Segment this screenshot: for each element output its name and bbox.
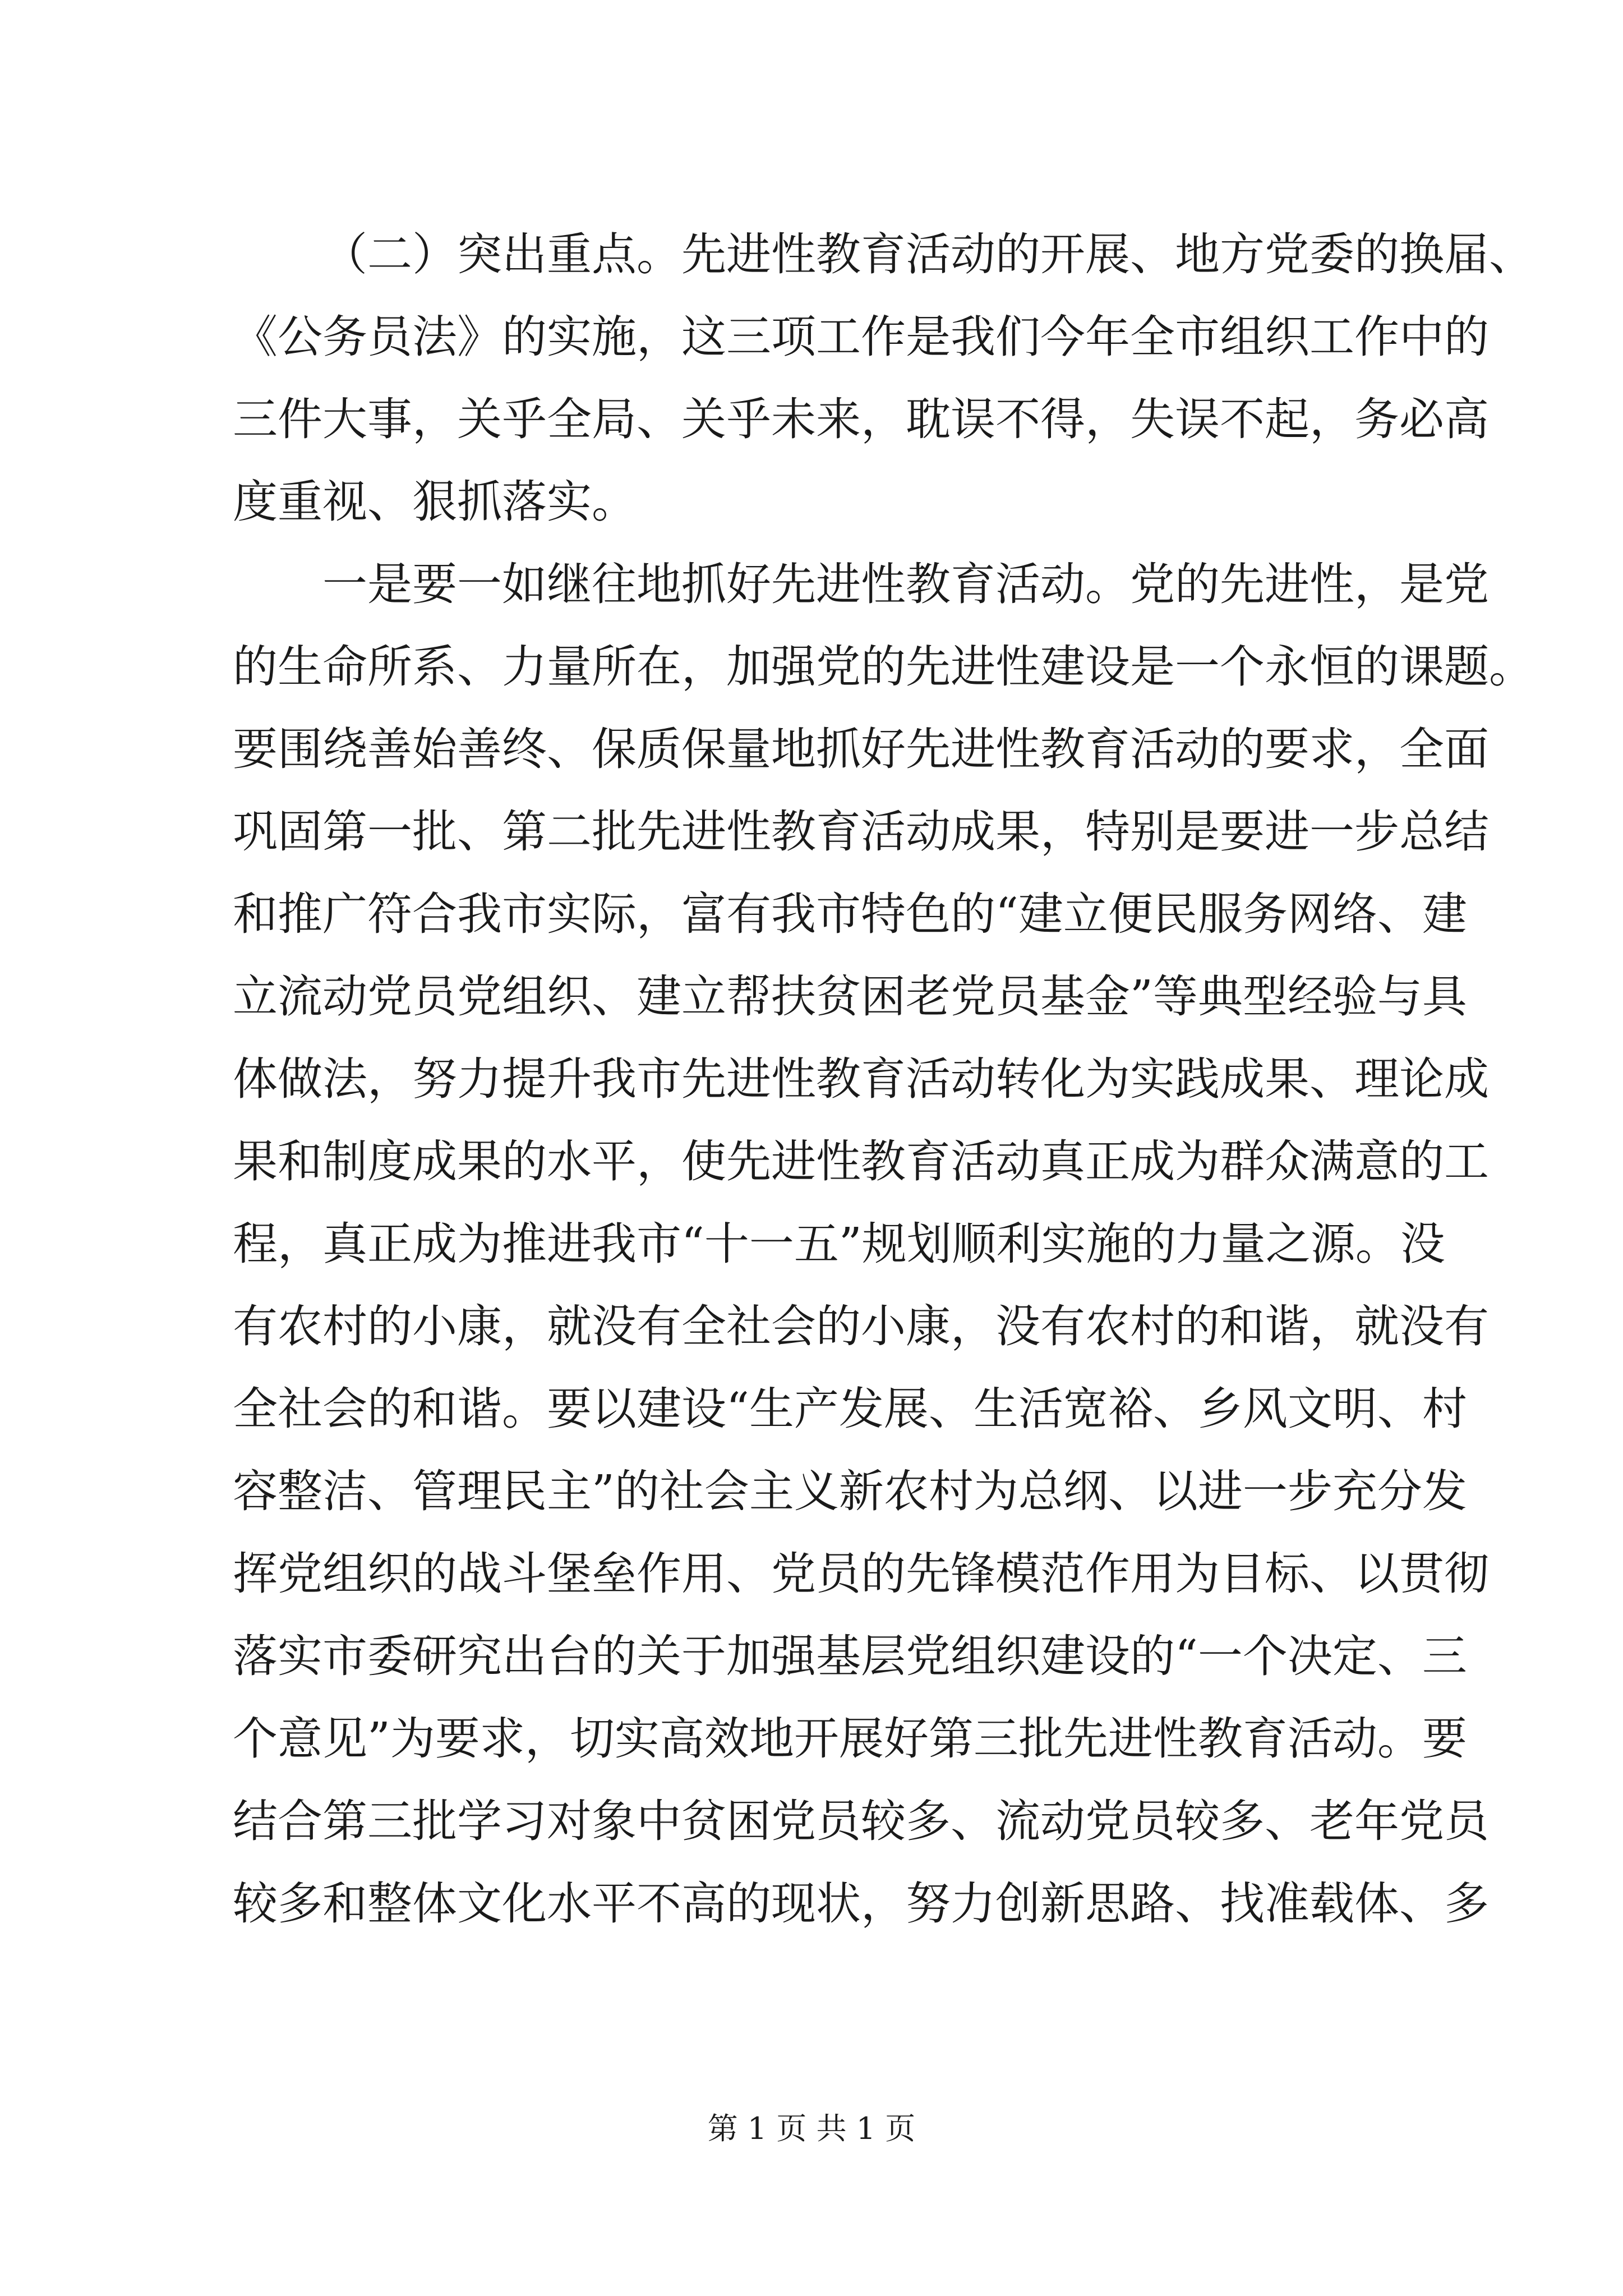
page-number: 第 1 页 共 1 页: [707, 2111, 916, 2146]
text-line: 的生命所系、力量所在，加强党的先进性建设是一个永恒的课题。: [233, 641, 1534, 693]
page-footer: [0, 2106, 1623, 2151]
text-line: 较多和整体文化水平不高的现状，努力创新思路、找准载体、多: [233, 1878, 1489, 1930]
text-line: 容整洁、管理民主”的社会主义新农村为总纲、以进一步充分发: [233, 1465, 1467, 1517]
text-line: 个意见”为要求，切实高效地开展好第三批先进性教育活动。要: [233, 1713, 1467, 1765]
text-line: （二）突出重点。先进性教育活动的开展、地方党委的换届、: [322, 228, 1534, 280]
text-line: 和推广符合我市实际，富有我市特色的“建立便民服务网络、建: [233, 888, 1467, 940]
text-line: 三件大事，关乎全局、关乎未来，耽误不得，失误不起，务必高: [233, 393, 1489, 445]
text-line: 程，真正成为推进我市“十一五”规划顺利实施的力量之源。没: [233, 1218, 1445, 1270]
text-line: 巩固第一批、第二批先进性教育活动成果，特别是要进一步总结: [233, 806, 1489, 858]
text-line: 落实市委研究出台的关于加强基层党组织建设的“一个决定、三: [233, 1630, 1467, 1682]
text-line: 度重视、狠抓落实。: [233, 476, 637, 528]
text-line: 全社会的和谐。要以建设“生产发展、生活宽裕、乡风文明、村: [233, 1383, 1467, 1435]
text-line: 挥党组织的战斗堡垒作用、党员的先锋模范作用为目标、以贯彻: [233, 1548, 1489, 1600]
text-line: 结合第三批学习对象中贫困党员较多、流动党员较多、老年党员: [233, 1795, 1489, 1847]
paragraph-body: [233, 543, 1534, 1945]
text-line: 立流动党员党组织、建立帮扶贫困老党员基金”等典型经验与具: [233, 970, 1467, 1023]
text-line: 果和制度成果的水平，使先进性教育活动真正成为群众满意的工: [233, 1135, 1489, 1188]
text-line: 一是要一如继往地抓好先进性教育活动。党的先进性，是党: [322, 558, 1489, 610]
text-line: 要围绕善始善终、保质保量地抓好先进性教育活动的要求，全面: [233, 723, 1489, 775]
document-body: [233, 213, 1534, 1945]
text-line: 有农村的小康，就没有全社会的小康，没有农村的和谐，就没有: [233, 1300, 1489, 1352]
text-line: 《公务员法》的实施，这三项工作是我们今年全市组织工作中的: [233, 311, 1489, 363]
text-line: 体做法，努力提升我市先进性教育活动转化为实践成果、理论成: [233, 1053, 1489, 1105]
paragraph-section-heading: [233, 213, 1534, 543]
